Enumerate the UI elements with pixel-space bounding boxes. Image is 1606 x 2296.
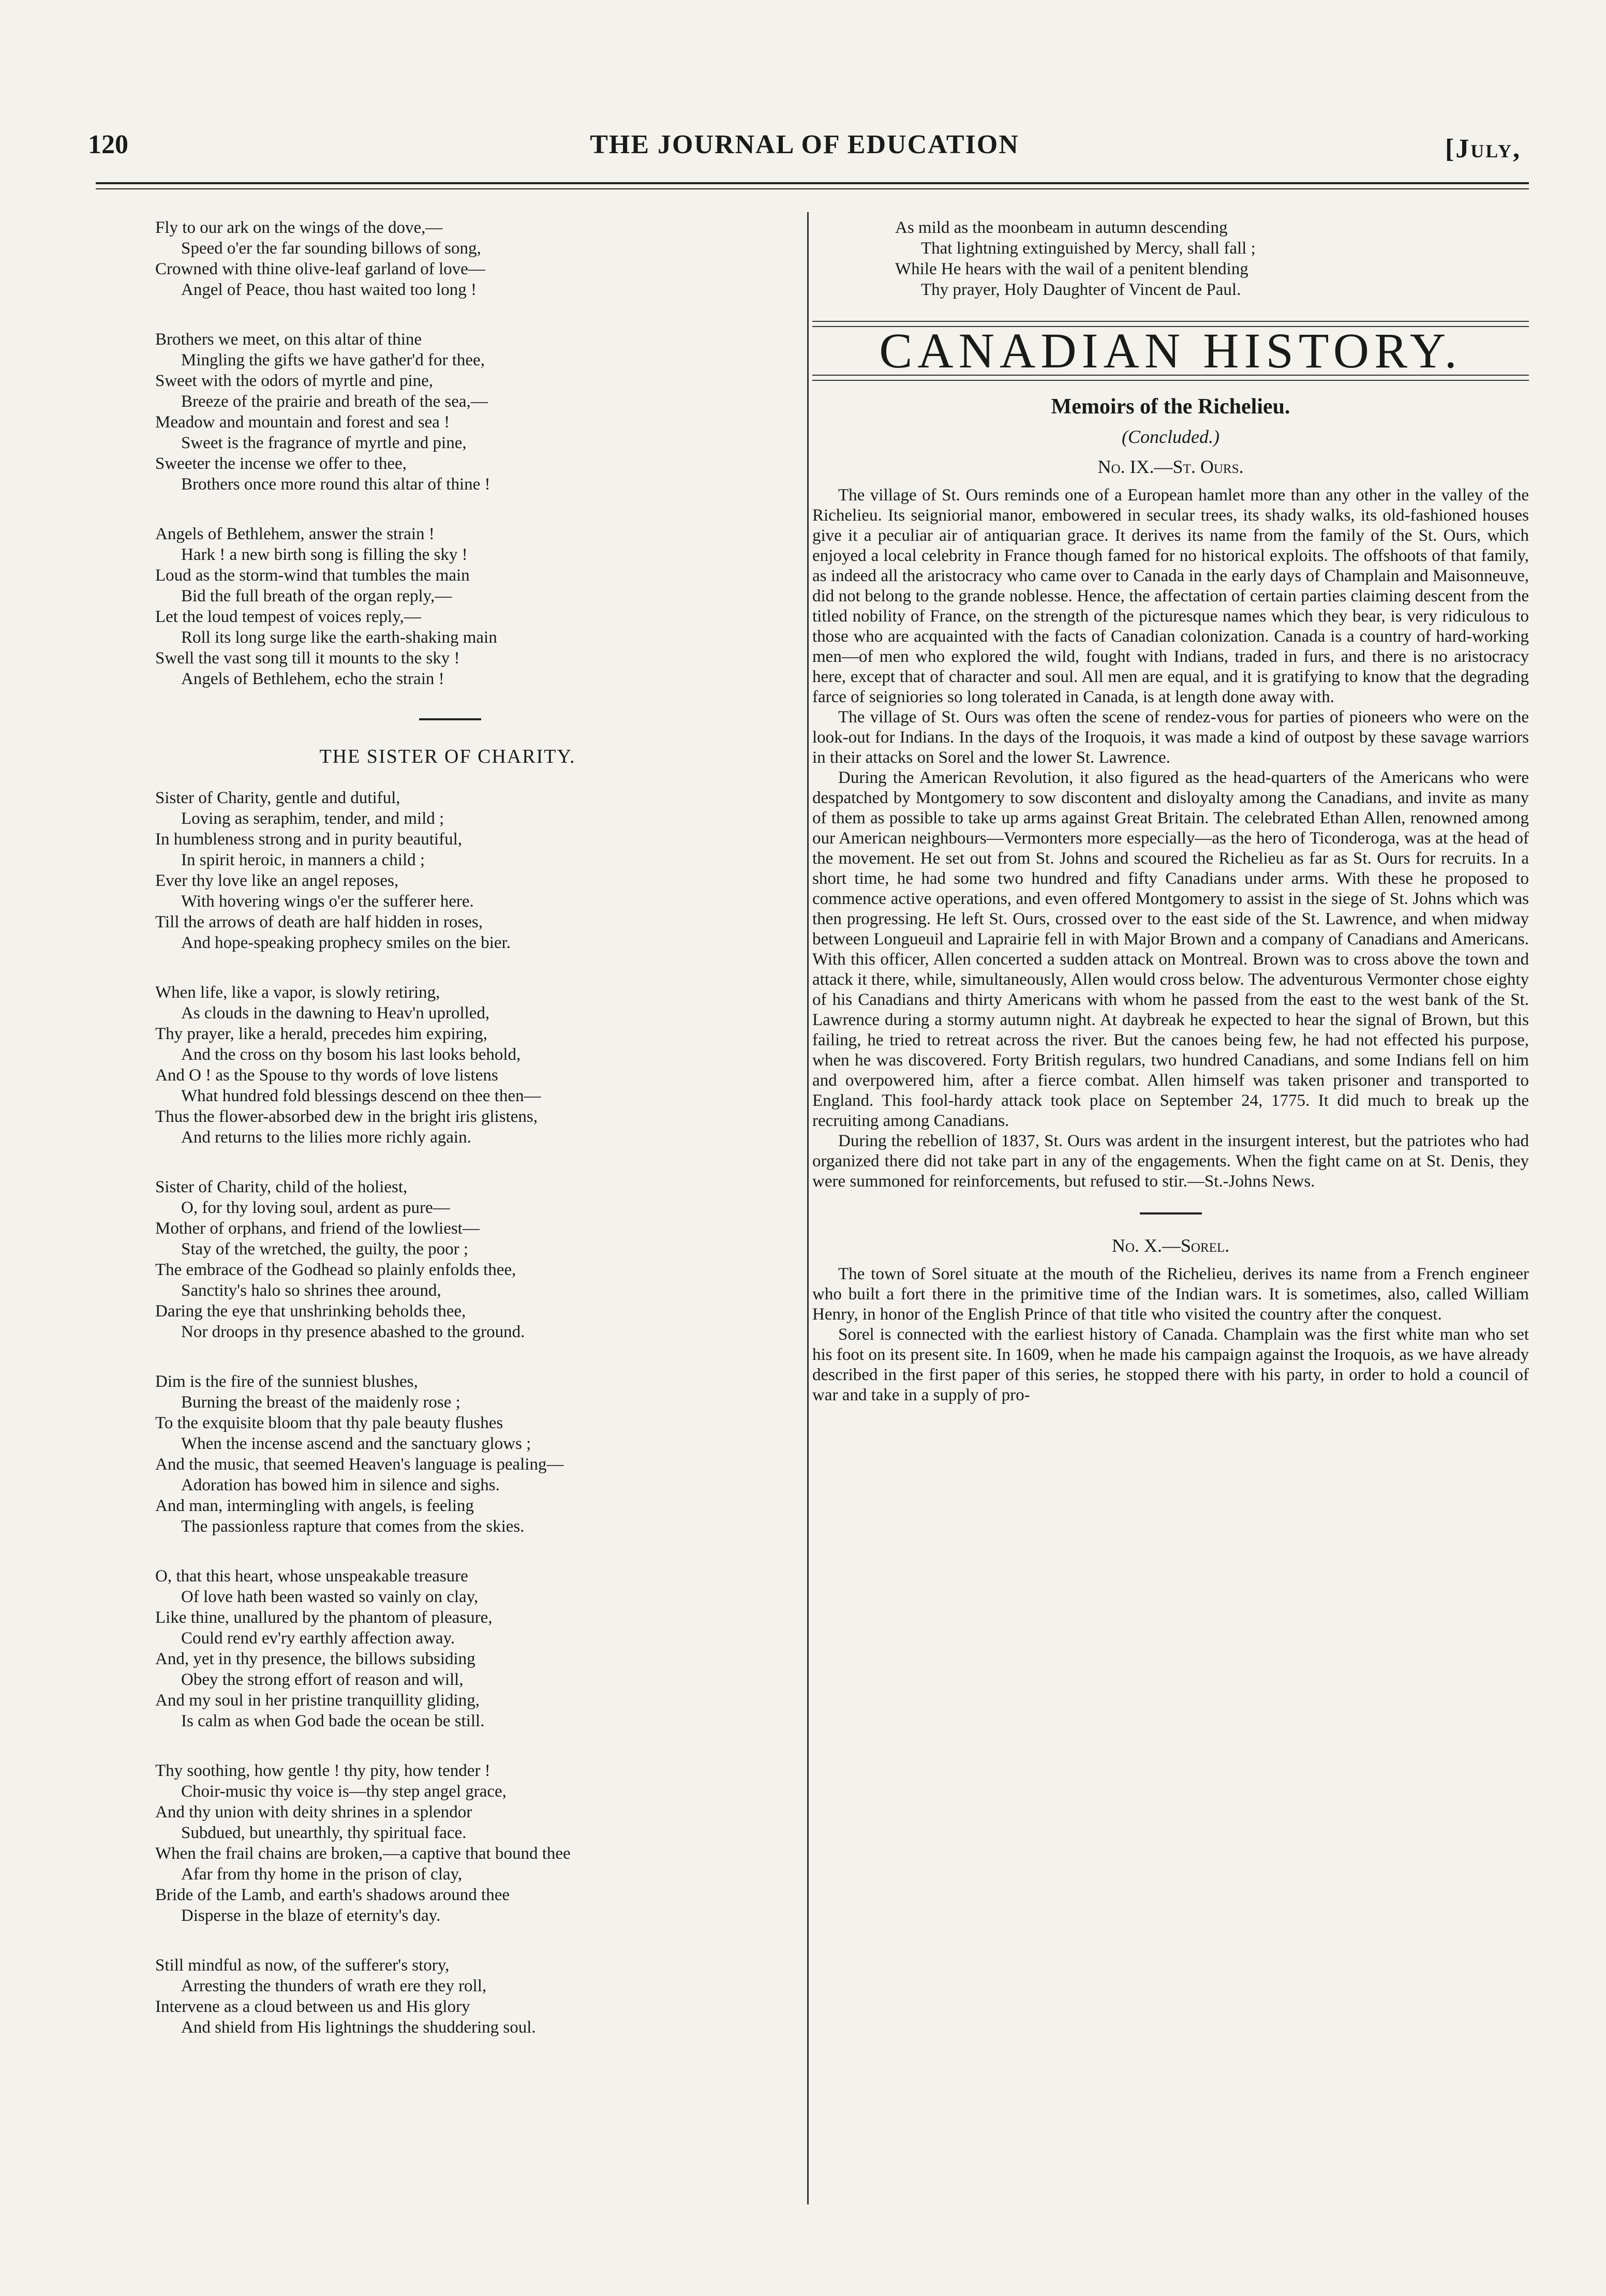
article-paragraph: During the American Revolution, it also figured as the head-quarters of the Americans who were despatched by Montgomery to sow discontent and disloyalty among the Canadians, and invite as many of them as possible to take up arms against Great Britain. The celebrated Ethan Allen, renowned among our American neighbours—Vermonters more especially—as the hero of Ticonderoga, was at the head of the movement. He set out from St. Johns and scoured the Richelieu as far as St. Ours for recruits. In a short time, he had some two hundred and fifty Canadians under arms. With these he proposed to commence active operations, and even offered Montgomery to assist in the siege of St. Johns which was then progressing. He left St. Ours, crossed over to the east side of the St. Lawrence, and when midway between Longueuil and Laprairie fell in with Major Brown and a company of Canadians and Americans. With this officer, Allen concerted a sudden attack on Montreal. Brown was to cross above the town and attack it there, while, simultaneously, Allen would cross below. The adventurous Vermonter chose eighty of his Canadians and thirty Americans with whom he passed from the east to the west bank of the St. Lawrence during a stormy autumn night. At daybreak he expected to hear the signal of Brown, but this failing, he tried to retreat across the river. But the canoes being few, he had not effected his purpose, when he was discovered. Forty British regulars, two hundred Canadians, and some Indians fell on him and overpowered him, after a fierce combat. Allen himself was taken prisoner and transported to England. This fool-hardy attack took place on September 24, 1775. It did much to break up the recruiting among Canadians. <box>812 768 1529 1130</box>
poem-line: Adoration has bowed him in silence and sighs. <box>181 1476 500 1494</box>
poem-line: Loud as the storm-wind that tumbles the main <box>155 566 470 585</box>
poem-line: Obey the strong effort of reason and will, <box>181 1670 464 1689</box>
poem-line: Mother of orphans, and friend of the lowliest— <box>155 1219 480 1238</box>
poem-line: Daring the eye that unshrinking beholds thee, <box>155 1302 466 1321</box>
poem-line: Till the arrows of death are half hidden in roses, <box>155 913 483 931</box>
journal-title: THE JOURNAL OF EDUCATION <box>590 130 1019 159</box>
poem-line: Brothers we meet, on this altar of thine <box>155 330 422 349</box>
poem-line: Could rend ev'ry earthly affection away. <box>181 1629 455 1648</box>
poem-line: When the incense ascend and the sanctuary glows ; <box>181 1434 531 1453</box>
poem-line: In spirit heroic, in manners a child ; <box>181 851 425 869</box>
poem-line: Stay of the wretched, the guilty, the poor ; <box>181 1240 469 1258</box>
poem-line: Choir-music thy voice is—thy step angel grace, <box>181 1782 507 1801</box>
section-divider <box>419 718 481 720</box>
stanza <box>155 1371 740 1537</box>
poem-line: And thy union with deity shrines in a splendor <box>155 1803 472 1821</box>
poem-line: While He hears with the wail of a penitent blending <box>895 260 1248 278</box>
poem-continuation <box>812 217 1529 300</box>
poem-line: Nor droops in thy presence abashed to the ground. <box>181 1323 525 1341</box>
poem-line: Is calm as when God bade the ocean be still. <box>181 1712 485 1730</box>
opening-poem <box>155 217 740 689</box>
stanza <box>155 788 740 953</box>
poem-line: Let the loud tempest of voices reply,— <box>155 608 421 626</box>
poem-line: Of love hath been wasted so vainly on clay, <box>181 1588 479 1606</box>
memoirs-subtitle: Memoirs of the Richelieu. <box>1051 395 1290 419</box>
poem-line: Angel of Peace, thou hast waited too long ! <box>181 280 477 299</box>
page-number: 120 <box>88 130 128 159</box>
poem-line: And O ! as the Spouse to thy words of love listens <box>155 1066 498 1085</box>
poem-line: And, yet in thy presence, the billows subsiding <box>155 1650 475 1668</box>
poem-line: Sweet is the fragrance of myrtle and pine, <box>181 434 467 452</box>
poem-line: And returns to the lilies more richly again. <box>181 1128 471 1147</box>
st-ours-article <box>812 485 1529 1192</box>
header-rule-bottom <box>96 188 1529 189</box>
stanza <box>155 1955 740 2038</box>
poem-line: And my soul in her pristine tranquillity gliding, <box>155 1691 480 1710</box>
article-paragraph: Sorel is connected with the earliest history of Canada. Champlain was the first white man who set his foot on its present site. In 1609, when he made his campaign against the Iroquois, as we have already described in the first paper of this series, he stopped there with his party, in order to hold a council of war and take in a supply of pro- <box>812 1325 1529 1404</box>
stanza <box>155 1566 740 1731</box>
poem-line: Mingling the gifts we have gather'd for thee, <box>181 351 485 369</box>
poem-line: And man, intermingling with angels, is feeling <box>155 1497 474 1515</box>
header-rule-top <box>96 182 1529 184</box>
running-header <box>88 129 1521 176</box>
sister-of-charity-poem <box>155 788 740 2038</box>
article-paragraph: The village of St. Ours was often the scene of rendez-vous for parties of pioneers who were on the look-out for Indians. In the days of the Iroquois, it was made a kind of outpost by these savage warriors in their attacks on Sorel and the lower St. Lawrence. <box>812 708 1529 767</box>
no-ix-heading: No. IX.—St. Ours. <box>1097 456 1244 477</box>
poem-line: Meadow and mountain and forest and sea ! <box>155 413 450 432</box>
poem-line: As clouds in the dawning to Heav'n uprolled, <box>181 1004 490 1023</box>
concluded-label: (Concluded.) <box>1122 426 1220 447</box>
poem-line: Sweeter the incense we offer to thee, <box>155 454 407 473</box>
column-divider <box>807 212 809 2204</box>
poem-line: And shield from His lightnings the shuddering soul. <box>181 2018 536 2037</box>
poem-line: With hovering wings o'er the sufferer here. <box>181 892 474 911</box>
left-column <box>155 217 740 2067</box>
poem-line: As mild as the moonbeam in autumn descending <box>895 218 1228 237</box>
poem-line: What hundred fold blessings descend on thee then— <box>181 1087 541 1105</box>
poem-line: Subdued, but unearthly, thy spiritual face. <box>181 1824 467 1842</box>
poem-line: Afar from thy home in the prison of clay, <box>181 1865 463 1884</box>
poem-line: Swell the vast song till it mounts to the sky ! <box>155 649 460 668</box>
poem-line: Speed o'er the far sounding billows of song, <box>181 239 481 258</box>
poem-line: That lightning extinguished by Mercy, shall fall ; <box>921 239 1256 258</box>
poem-line: Burning the breast of the maidenly rose ; <box>181 1393 460 1412</box>
poem-line: Angels of Bethlehem, answer the strain ! <box>155 525 435 543</box>
poem-line: Crowned with thine olive-leaf garland of love— <box>155 260 485 278</box>
poem-line: Sister of Charity, gentle and dutiful, <box>155 789 400 807</box>
poem-line: Sanctity's halo so shrines thee around, <box>181 1281 441 1300</box>
poem-line: Thy prayer, Holy Daughter of Vincent de Paul. <box>921 280 1241 299</box>
poem-line: Sweet with the odors of myrtle and pine, <box>155 372 434 390</box>
poem-line: Thus the flower-absorbed dew in the bright iris glistens, <box>155 1107 538 1126</box>
poem-line: Roll its long surge like the earth-shaking main <box>181 628 497 647</box>
poem-line: Ever thy love like an angel reposes, <box>155 871 399 890</box>
poem-line: To the exquisite bloom that thy pale beauty flushes <box>155 1414 503 1432</box>
article-divider <box>1140 1212 1202 1214</box>
month-label: [July, <box>1445 134 1521 164</box>
poem-line: Intervene as a cloud between us and His glory <box>155 1997 470 2016</box>
poem-line: Arresting the thunders of wrath ere they roll, <box>181 1977 487 1995</box>
right-column <box>812 217 1529 1405</box>
poem-line: Sister of Charity, child of the holiest, <box>155 1178 408 1196</box>
poem-title: THE SISTER OF CHARITY. <box>319 746 576 767</box>
poem-line: Angels of Bethlehem, echo the strain ! <box>181 670 444 688</box>
poem-line: The passionless rapture that comes from the skies. <box>181 1517 525 1536</box>
poem-line: When the frail chains are broken,—a captive that bound thee <box>155 1844 571 1863</box>
no-x-heading: No. X.—Sorel. <box>1111 1235 1230 1256</box>
poem-line: Hark ! a new birth song is filling the sky ! <box>181 545 468 564</box>
poem-line: Dim is the fire of the sunniest blushes, <box>155 1372 418 1391</box>
poem-line: And the cross on thy bosom his last looks behold, <box>181 1045 521 1064</box>
stanza <box>155 217 740 300</box>
stanza <box>155 982 740 1148</box>
poem-line: And the music, that seemed Heaven's language is pealing— <box>155 1455 564 1474</box>
poem-line: In humbleness strong and in purity beautiful, <box>155 830 462 849</box>
poem-line: And hope-speaking prophecy smiles on the bier. <box>181 934 511 952</box>
canadian-history-title: CANADIAN HISTORY. <box>879 323 1462 378</box>
poem-line: Bid the full breath of the organ reply,— <box>181 587 452 605</box>
poem-line: Breeze of the prairie and breath of the sea,— <box>181 392 488 411</box>
poem-line: Thy prayer, like a herald, precedes him expiring, <box>155 1025 487 1043</box>
poem-line: The embrace of the Godhead so plainly enfolds thee, <box>155 1261 516 1279</box>
poem-line: O, for thy loving soul, ardent as pure— <box>181 1198 450 1217</box>
poem-line: Brothers once more round this altar of thine ! <box>181 475 490 494</box>
article-paragraph: The village of St. Ours reminds one of a European hamlet more than any other in the valley of the Richelieu. Its seigniorial manor, embowered in secular trees, its shady walks, its old-fashioned houses give it a peculiar air of antiquarian grace. It derives its name from the family of the St. Ours, which enjoyed a local celebrity in France though famed for no historical exploits. The offshoots of that family, as indeed all the aristocracy who came over to Canada in the early days of Champlain and Maisonneuve, did not belong to the grande noblesse. Hence, the affectation of certain parties claiming descent from the titled nobility of France, on the strength of the picturesque names which they bear, is very ridiculous to those who are acquainted with the facts of Canadian colonization. Canada is a country of hard-working men—of men who explored the wild, fought with Indians, traded in furs, and there is no aristocracy here, except that of character and soul. All men are equal, and it is gratifying to know that the degrading farce of seigniories so long tolerated in Canada, is at length done away with. <box>812 486 1529 706</box>
stanza <box>155 1177 740 1342</box>
stanza <box>155 1760 740 1926</box>
poem-line: Thy soothing, how gentle ! thy pity, how tender ! <box>155 1761 490 1780</box>
stanza <box>155 329 740 495</box>
poem-line: Bride of the Lamb, and earth's shadows around thee <box>155 1886 510 1904</box>
article-paragraph: The town of Sorel situate at the mouth of the Richelieu, derives its name from a French engineer who built a fort there in the primitive time of the Indian wars. It is sometimes, also, called William Henry, in honor of the English Prince of that title who visited the country after the conquest. <box>812 1265 1529 1324</box>
stanza <box>155 524 740 689</box>
poem-line: Loving as seraphim, tender, and mild ; <box>181 809 444 828</box>
poem-line: When life, like a vapor, is slowly retiring, <box>155 983 440 1002</box>
poem-line: Like thine, unallured by the phantom of pleasure, <box>155 1608 493 1627</box>
poem-line: Fly to our ark on the wings of the dove,— <box>155 218 443 237</box>
poem-line: Disperse in the blaze of eternity's day. <box>181 1906 441 1925</box>
sorel-article <box>812 1264 1529 1405</box>
article-paragraph: During the rebellion of 1837, St. Ours was ardent in the insurgent interest, but the patriotes who had organized there did not take part in any of the engagements. When the fight came on at St. Denis, they were summoned for reinforcements, but refused to stir.—St.-Johns News. <box>812 1132 1529 1191</box>
poem-line: O, that this heart, whose unspeakable treasure <box>155 1567 468 1586</box>
poem-line: Still mindful as now, of the sufferer's story, <box>155 1956 450 1975</box>
